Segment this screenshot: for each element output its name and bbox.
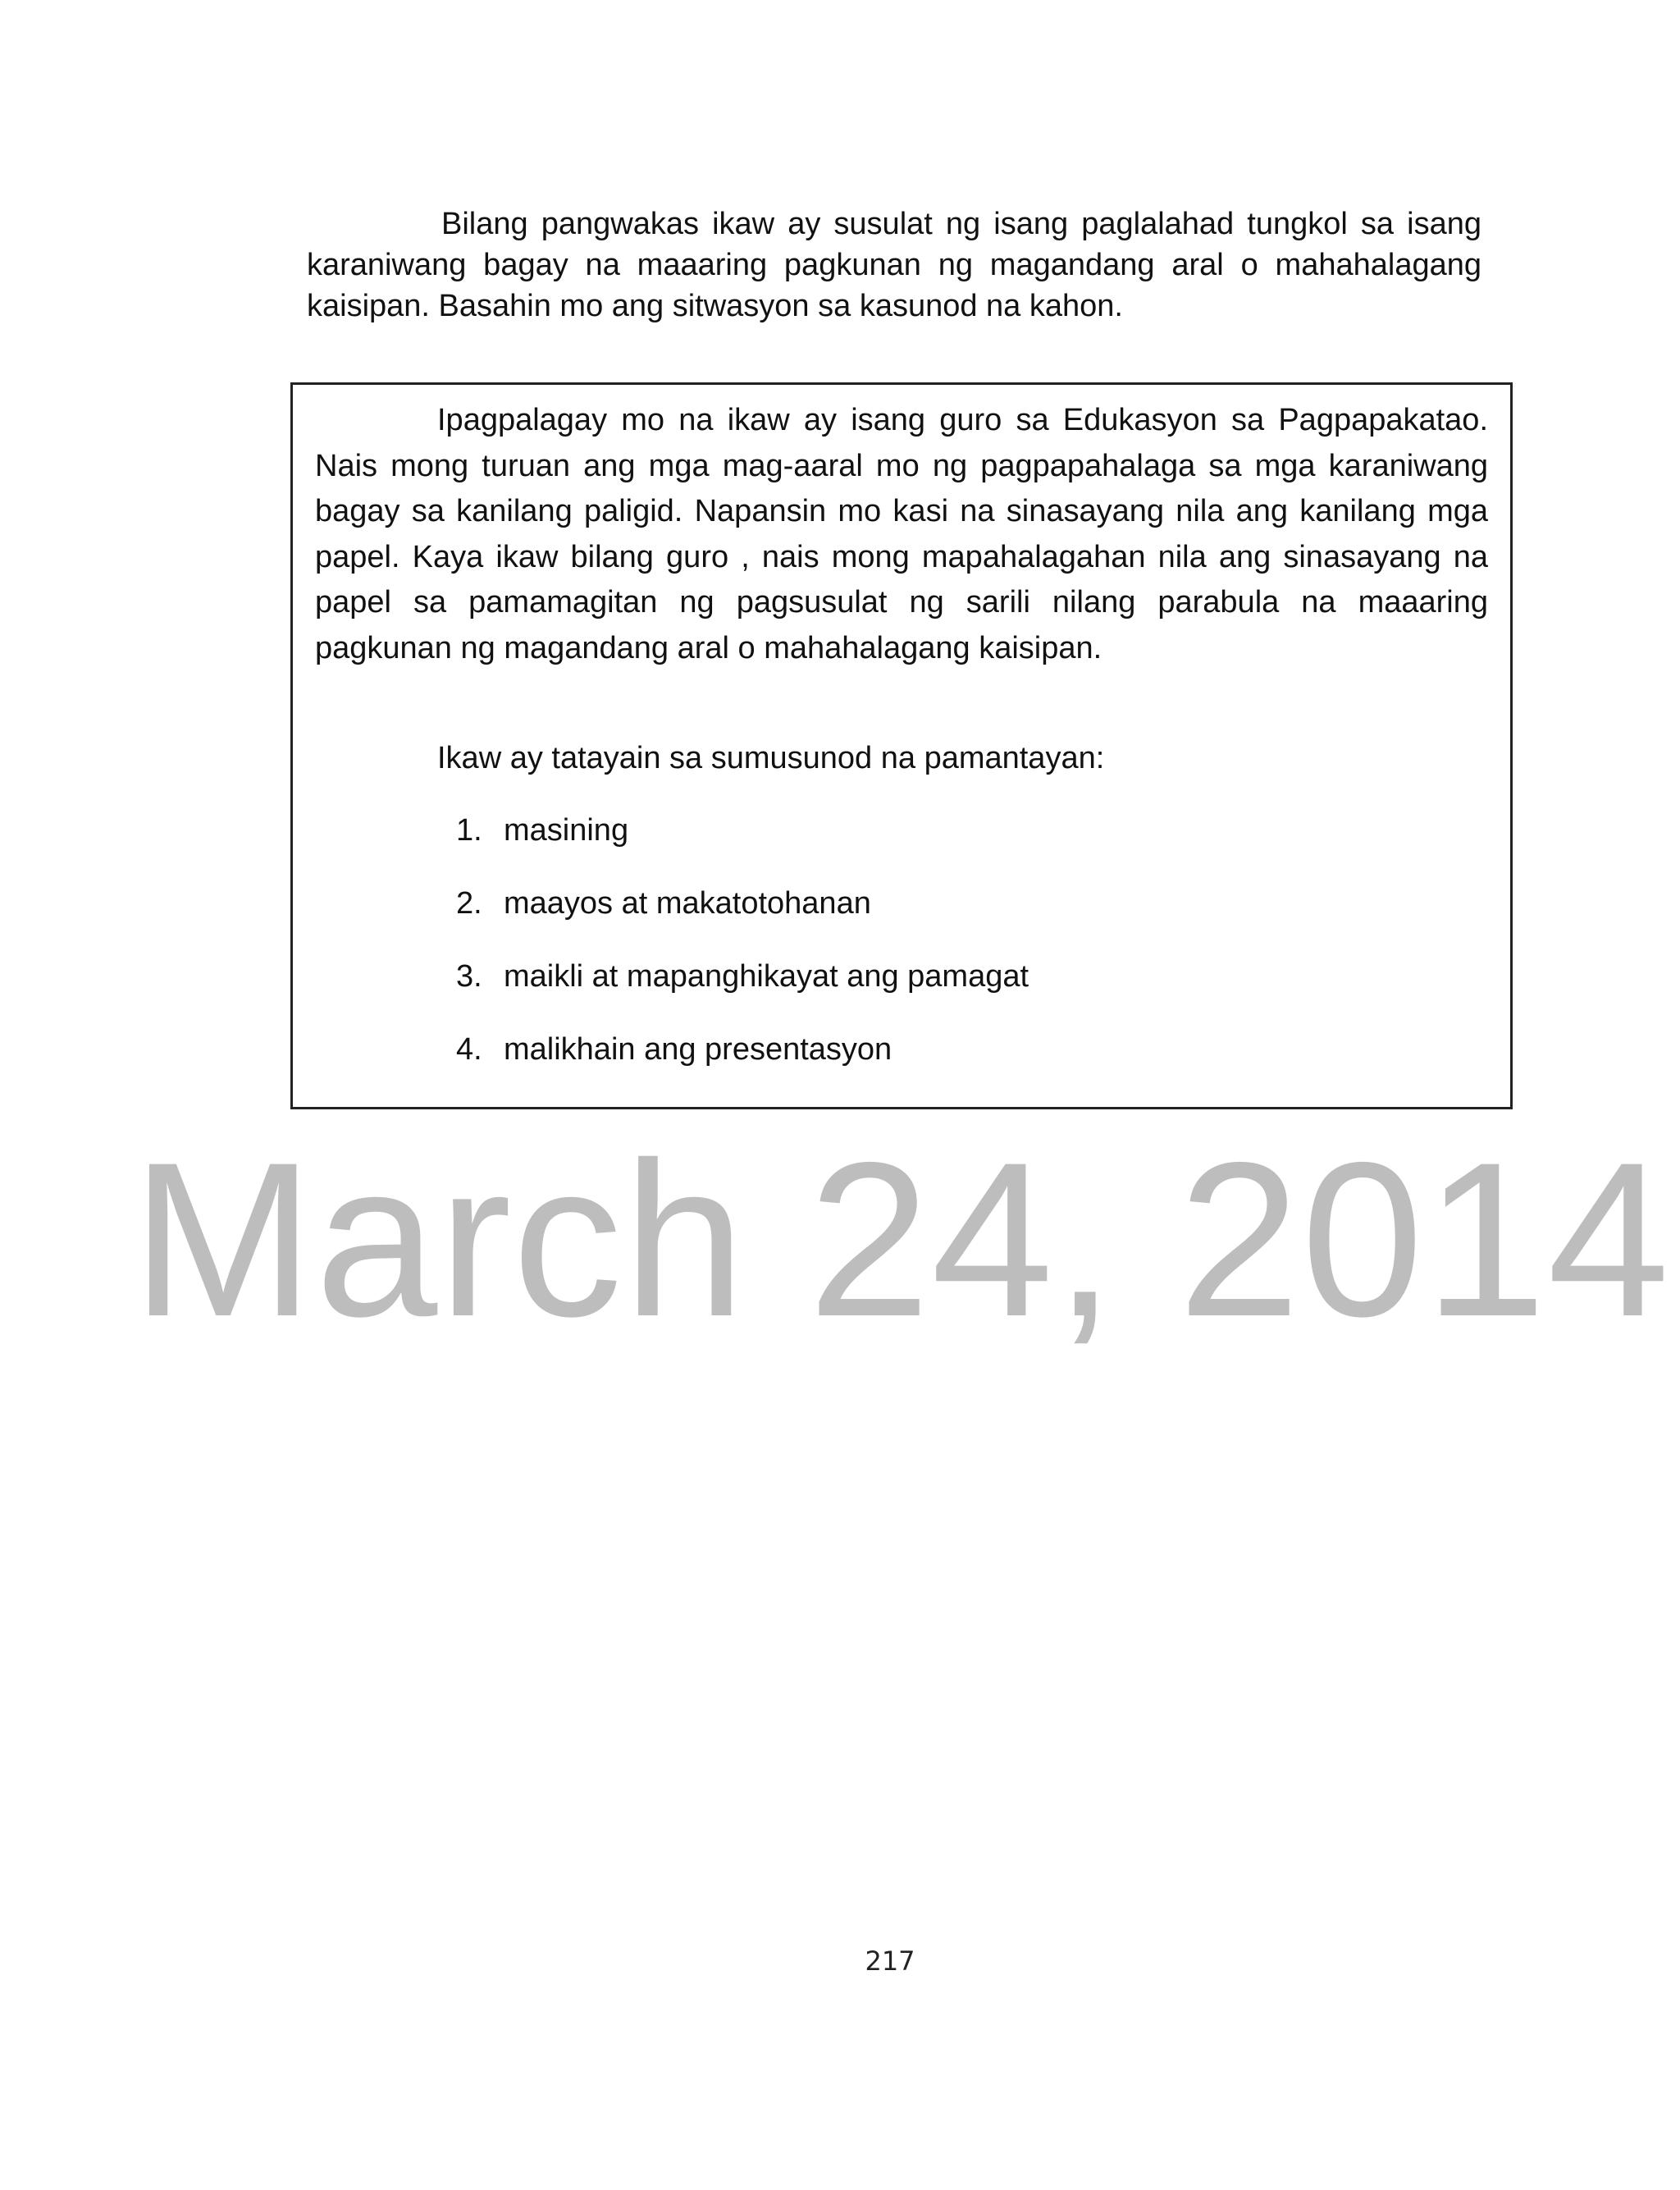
- scenario-paragraph: Ipagpalagay mo na ikaw ay isang guro sa Edukasyon sa Pagpapakatao. Nais mong turuan ang mga mag-aaral mo ng pagpapahalaga sa mga karaniwang bagay sa kanilang paligid. Napansin mo kasi na sinasayang nila ang kanilang mga papel. Kaya ikaw bilang guro , nais mong mapahalagahan nila ang sinasayang na papel sa pamamagitan ng pagsusulat ng sarili nilang parabula na maaaring pagkunan ng magandang aral o mahahalagang kaisipan.: [315, 403, 1488, 665]
- criteria-text: malikhain ang presentasyon: [504, 1032, 892, 1067]
- criteria-number: 2.: [456, 886, 482, 921]
- page-number: 217: [865, 1945, 915, 1977]
- date-watermark: March 24, 2014: [131, 1116, 1671, 1362]
- criteria-text: masining: [504, 813, 629, 848]
- criteria-number: 4.: [456, 1032, 482, 1067]
- criteria-number: 3.: [456, 959, 482, 994]
- criteria-text: maikli at mapanghikayat ang pamagat: [504, 959, 1029, 994]
- criteria-intro: Ikaw ay tatayain sa sumusunod na pamantayan:: [437, 741, 1105, 775]
- intro-paragraph: Bilang pangwakas ikaw ay susulat ng isang paglalahad tungkol sa isang karaniwang bagay na maaaring pagkunan ng magandang aral o mahahalagang kaisipan. Basahin mo ang sitwasyon sa kasunod na kahon.: [307, 207, 1481, 323]
- criteria-number: 1.: [456, 813, 482, 848]
- criteria-text: maayos at makatotohanan: [504, 886, 871, 921]
- task-box: [290, 382, 1513, 1109]
